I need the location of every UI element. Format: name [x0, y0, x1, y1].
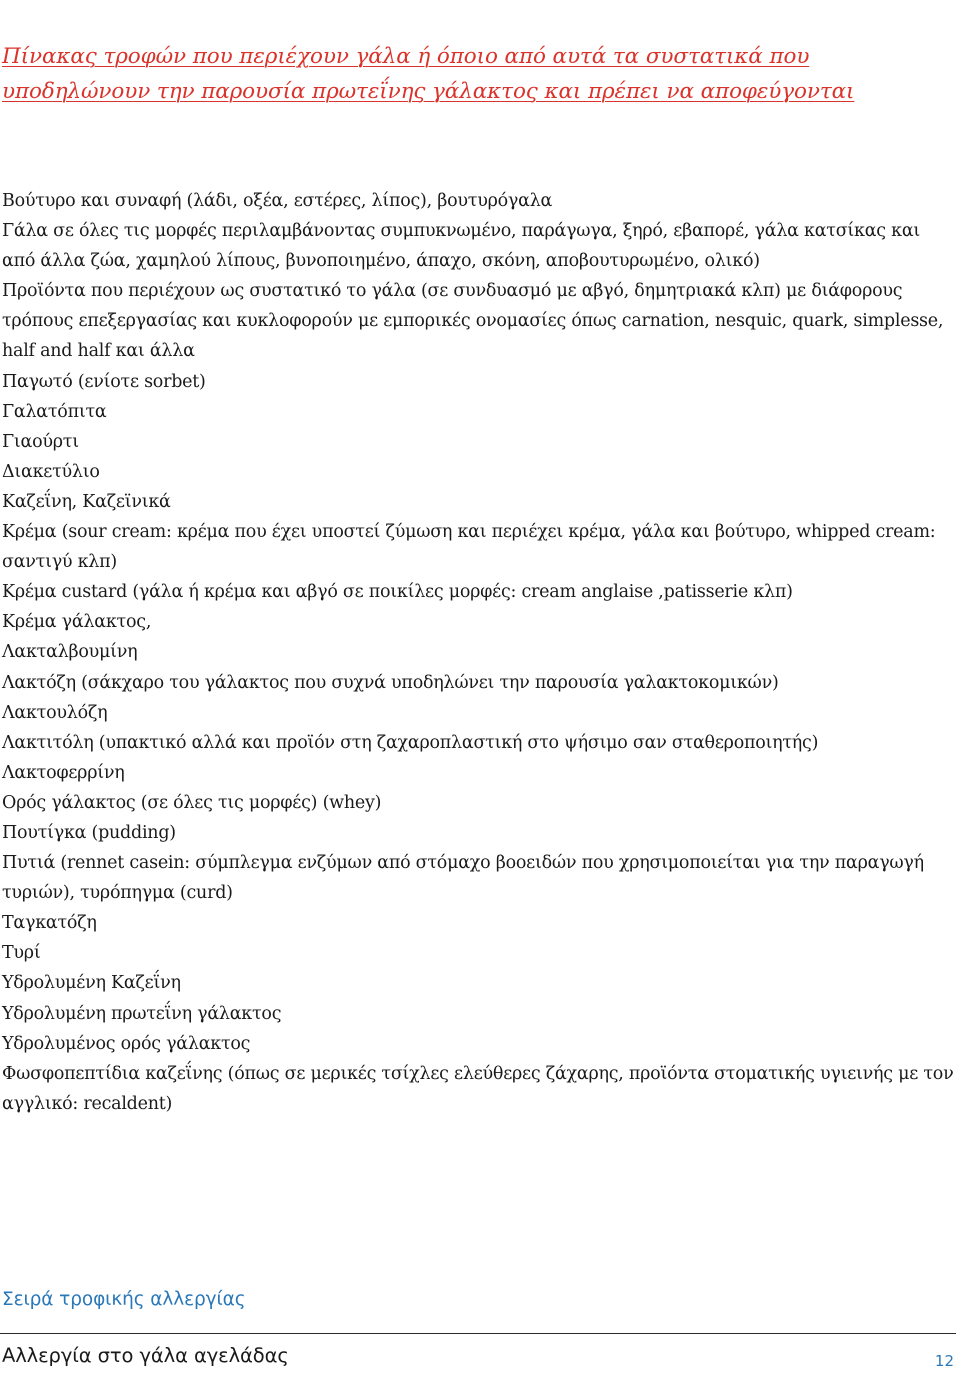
list-item: Λακτουλόζη	[2, 702, 108, 723]
list-item: Λακτόζη (σάκχαρο του γάλακτος που συχνά υποδηλώνει την παρουσία γαλακτοκομικών)	[2, 672, 779, 693]
list-item: Λακταλβουμίνη	[2, 642, 138, 663]
series-label: Σειρά τροφικής αλλεργίας	[2, 1289, 246, 1310]
list-item: Λακτιτόλη (υπακτικό αλλά και προϊόν στη ζαχαροπλαστική στο ψήσιμο σαν σταθεροποιητής)	[2, 732, 819, 753]
list-item: Πουτίγκα (pudding)	[2, 822, 176, 843]
list-item: Προϊόντα που περιέχουν ως συστατικό το γάλα (σε συνδυασμό με αβγό, δημητριακά κλπ) με διάφορους τρόπους επεξεργασίας και κυκλοφορούν με εμπορικές ονομασίες όπως carnation, nesquic, quark, simplesse, half and half και άλλα	[2, 281, 944, 362]
list-item: Παγωτό (ενίοτε sorbet)	[2, 371, 206, 392]
list-item: Φωσφοπεπτίδια καζεΐνης (όπως σε μερικές τσίχλες ελεύθερες ζάχαρης, προϊόντα στοματικής υγιεινής με τον αγγλικό: recaldent)	[2, 1063, 954, 1114]
list-item: Πυτιά (rennet casein: σύμπλεγμα ενζύμων από στόμαχο βοοειδών που χρησιμοποιείται για την παραγωγή τυριών), τυρόπηγμα (curd)	[2, 853, 924, 904]
list-item: Καζεΐνη, Καζεϊνικά	[2, 491, 171, 512]
list-item: Υδρολυμένος ορός γάλακτος	[2, 1033, 251, 1054]
list-item: Βούτυρο και συναφή (λάδι, οξέα, εστέρες, λίπος), βουτυρόγαλα	[2, 191, 553, 211]
list-item: Υδρολυμένη Καζεΐνη	[2, 973, 181, 994]
list-item: Ταγκατόζη	[2, 913, 97, 934]
list-item: Γάλα σε όλες τις μορφές περιλαμβάνοντας συμπυκνωμένο, παράγωγα, ξηρό, εβαπορέ, γάλα κατσίκας και από άλλα ζώα, χαμηλού λίπους, βυνοποιημένο, άπαχο, σκόνη, αποβουτυρωμένο, ολικό)	[2, 221, 921, 272]
list-item: Διακετύλιο	[2, 461, 100, 482]
footer-divider	[0, 1333, 956, 1334]
list-item: Ορός γάλακτος (σε όλες τις μορφές) (whey)	[2, 792, 382, 813]
list-item: Υδρολυμένη πρωτεΐνη γάλακτος	[2, 1003, 282, 1024]
page-number: 12	[934, 1352, 954, 1370]
list-item: Κρέμα custard (γάλα ή κρέμα και αβγό σε ποικίλες μορφές: cream anglaise ,patisserie κλπ)	[2, 582, 793, 603]
list-item: Γαλατόπιτα	[2, 401, 107, 422]
footer-booklet-title: Αλλεργία στο γάλα αγελάδας	[2, 1344, 289, 1367]
list-item: Γιαούρτι	[2, 431, 79, 452]
food-list	[2, 186, 956, 1119]
list-item: Κρέμα γάλακτος,	[2, 612, 152, 633]
page-title: Πίνακας τροφών που περιέχουν γάλα ή όποιο από αυτά τα συστατικά που υποδηλώνουν την παρουσία πρωτεΐνης γάλακτος και πρέπει να αποφεύγονται	[2, 44, 855, 104]
list-item: Τυρί	[2, 943, 41, 964]
list-item: Κρέμα (sour cream: κρέμα που έχει υποστεί ζύμωση και περιέχει κρέμα, γάλα και βούτυρο, whipped cream: σαντιγύ κλπ)	[2, 522, 936, 573]
list-item: Λακτοφερρίνη	[2, 762, 125, 783]
